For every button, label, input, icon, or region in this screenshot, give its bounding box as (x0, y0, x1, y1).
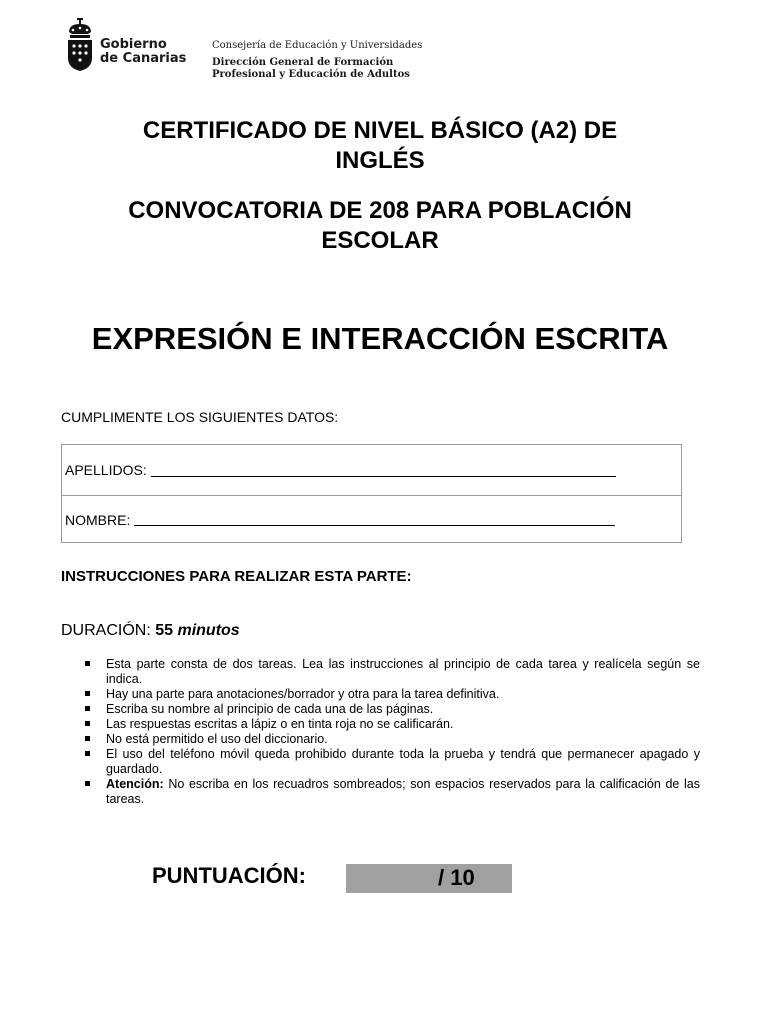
duration-label: DURACIÓN: (61, 622, 151, 639)
surname-field[interactable] (151, 464, 616, 477)
attention-text: No escriba en los recuadros sombreados; son espacios reservados para la calificación de las tareas. (106, 777, 700, 806)
page-header (64, 18, 464, 78)
duration-unit: minutos (177, 622, 240, 639)
form-instruction: CUMPLIMENTE LOS SIGUIENTES DATOS: (61, 409, 339, 425)
list-item (82, 747, 700, 777)
surname-row (62, 445, 681, 495)
bullet-square-icon (85, 661, 90, 666)
bullet-square-icon (85, 691, 90, 696)
duration-value: 55 (155, 622, 174, 639)
score-label: PUNTUACIÓN: (152, 863, 306, 888)
government-name (100, 38, 186, 66)
list-item (82, 732, 700, 747)
score-box (346, 864, 512, 893)
student-data-box (61, 444, 682, 543)
dept-line-2: Dirección General de Formación (212, 57, 394, 68)
bullet-square-icon (85, 706, 90, 711)
gov-line-1: Gobierno (100, 37, 167, 52)
dept-line-3: Profesional y Educación de Adultos (212, 69, 410, 80)
list-item-text: Hay una parte para anotaciones/borrador y otra para la tarea definitiva. (106, 687, 500, 701)
department-block (212, 40, 422, 81)
instruction-list (82, 657, 700, 807)
gov-line-2: de Canarias (100, 51, 187, 66)
call-title-line-2: ESCOLAR (321, 227, 439, 254)
list-item-text: Esta parte consta de dos tareas. Lea las instrucciones al principio de cada tarea y realícela según se indica. (106, 657, 700, 686)
list-item-text: Las respuestas escritas a lápiz o en tinta roja no se calificarán. (106, 717, 454, 731)
call-title (60, 196, 700, 256)
list-item (82, 687, 700, 702)
name-field[interactable] (134, 513, 615, 526)
instructions-heading: INSTRUCCIONES PARA REALIZAR ESTA PARTE: (61, 568, 412, 585)
canarias-crest-icon (64, 18, 96, 72)
call-title-line-1: CONVOCATORIA DE 208 PARA POBLACIÓN (128, 197, 632, 224)
duration-line (61, 622, 240, 640)
list-item (82, 657, 700, 687)
bullet-square-icon (85, 781, 90, 786)
certificate-title (60, 116, 700, 176)
score-value: / 10 (438, 865, 475, 890)
name-label: NOMBRE: (65, 511, 131, 528)
list-item (82, 717, 700, 732)
dept-line-1: Consejería de Educación y Universidades (212, 40, 423, 51)
attention-label: Atención: (106, 777, 164, 791)
bullet-square-icon (85, 736, 90, 741)
section-title: EXPRESIÓN E INTERACCIÓN ESCRITA (91, 321, 669, 356)
bullet-square-icon (85, 721, 90, 726)
certificate-title-line-1: CERTIFICADO DE NIVEL BÁSICO (A2) DE (142, 117, 618, 144)
list-item-text: No está permitido el uso del diccionario. (106, 732, 328, 746)
list-item-text: El uso del teléfono móvil queda prohibido durante toda la prueba y tendrá que permanecer apagado y guardado. (106, 747, 700, 776)
surname-label: APELLIDOS: (65, 462, 147, 478)
list-item-text: Escriba su nombre al principio de cada una de las páginas. (106, 702, 434, 716)
certificate-title-line-2: INGLÉS (335, 147, 425, 174)
name-row (62, 495, 681, 543)
list-item (82, 702, 700, 717)
list-item-attention (82, 777, 700, 807)
bullet-square-icon (85, 751, 90, 756)
